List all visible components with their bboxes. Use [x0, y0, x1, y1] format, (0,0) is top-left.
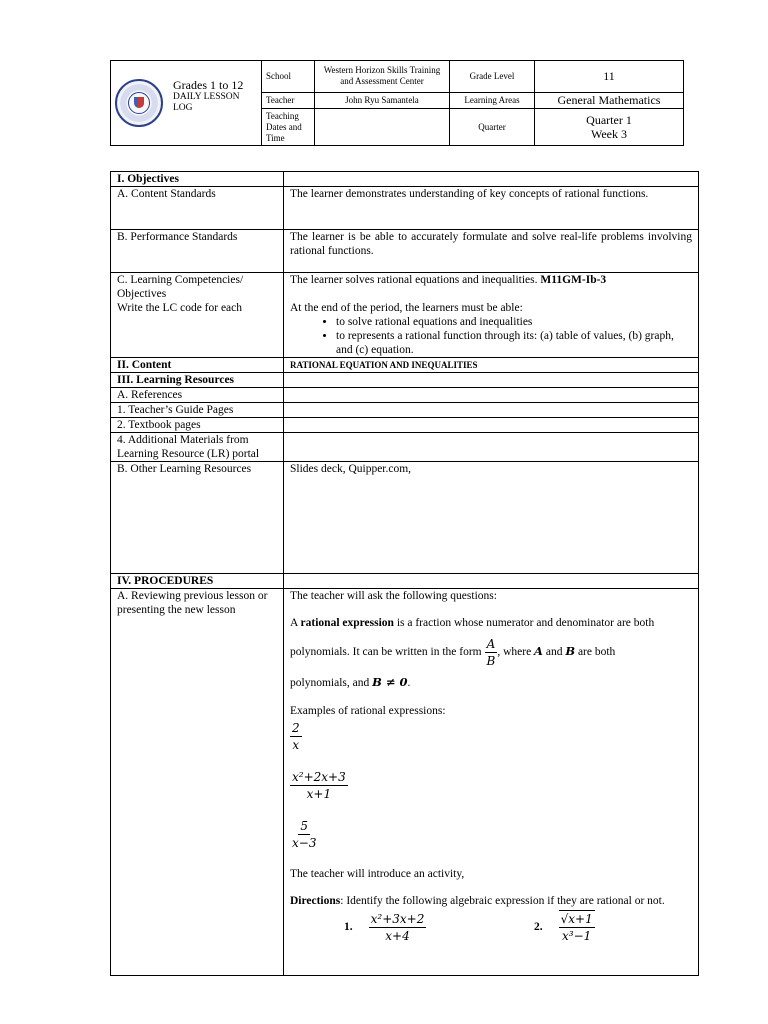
quarter-value-quarter: Quarter 1 [586, 113, 632, 128]
definition-text: , where [497, 646, 535, 659]
school-value: Western Horizon Skills Training and Assessment Center [315, 61, 450, 93]
example-fraction-2 [290, 769, 348, 802]
activity-numerator: √x+1 [560, 912, 593, 926]
deped-seal-icon [115, 79, 163, 127]
guide-pages-label: 1. Teacher’s Guide Pages [111, 403, 284, 418]
textbook-pages-label: 2. Textbook pages [111, 418, 284, 433]
example-denominator: x+1 [306, 787, 332, 801]
activity-fraction-2 [559, 910, 595, 944]
variable-b: B [565, 644, 576, 659]
definition-text: and [542, 646, 566, 659]
activity-denominator: x³−1 [562, 929, 592, 943]
objectives-heading: I. Objectives [111, 172, 284, 187]
example-denominator: x−3 [292, 836, 317, 850]
references-blank [284, 388, 699, 403]
content-value: RATIONAL EQUATION AND INEQUALITIES [284, 358, 699, 373]
definition-text: polynomials. It can be written in the form [290, 646, 485, 659]
textbook-pages-blank [284, 418, 699, 433]
activity-numerator: x²+3x+2 [370, 911, 425, 926]
learning-areas-label: Learning Areas [450, 92, 535, 108]
competencies-cell [284, 273, 699, 358]
guide-pages-blank [284, 403, 699, 418]
competencies-code: M11GM-Ib-3 [540, 274, 607, 286]
form-numerator: A [486, 637, 496, 651]
example-numerator: 2 [292, 721, 300, 735]
dates-label: Teaching Dates and Time [262, 109, 315, 146]
school-label: School [262, 61, 315, 93]
definition-text: is a fraction whose numerator and denominator are both [393, 617, 655, 629]
header-title: Grades 1 to 12 [173, 78, 244, 92]
definition-text: are both [575, 646, 616, 659]
objective-bullet: • to solve rational equations and inequalities [336, 315, 692, 329]
examples-label: Examples of rational expressions: [290, 705, 446, 717]
procedures-heading-blank [284, 574, 699, 589]
teacher-label: Teacher [262, 92, 315, 108]
header-table [110, 60, 684, 146]
additional-materials-label: 4. Additional Materials from Learning Resource (LR) portal [111, 433, 284, 462]
example-numerator: x²+2x+3 [292, 770, 346, 784]
review-cell: The teacher will ask the following questions: A rational expression is a fraction whose numerator and denominator are both polynomials. It can be written in the form $\frac{A}{B}$ , where A and B are both polynomials, and B ≠ 0. Examples of rational expressions: $\frac{2}{x}$ $\frac{\text{x²+2x+3}}{x+1}$ $\frac{5}{x-3}$ The teacher will introduce an activity, Directions: Identify the following algebraic expression if they are rational or not. 1. $\frac{\text{x²+3x+2}}{x+4}$ 2. $\frac{√x+1}{\text{x³−1}}$ [284, 589, 699, 976]
learning-areas-value: General Mathematics [535, 92, 684, 108]
directions-text: : Identify the following algebraic expression if they are rational or not. [340, 895, 665, 907]
header-subtitle: DAILY LESSON LOG [173, 92, 240, 113]
content-standards-label: A. Content Standards [111, 187, 284, 230]
references-label: A. References [111, 388, 284, 403]
activity-item-1 [344, 910, 534, 944]
procedures-intro: The teacher will ask the following questions: [290, 590, 497, 602]
grade-level-label: Grade Level [450, 61, 535, 93]
quarter-value [535, 109, 684, 146]
example-denominator: x [292, 738, 300, 752]
review-label: A. Reviewing previous lesson or presenting the new lesson [111, 589, 284, 976]
activity-denominator: x+4 [385, 928, 410, 943]
teacher-value: John Ryu Samantela [315, 92, 450, 108]
example-numerator: 5 [300, 819, 309, 833]
example-fraction-3 [290, 818, 318, 851]
procedures-heading: IV. PROCEDURES [111, 574, 284, 589]
definition-term: rational expression [300, 617, 394, 629]
grade-level-value: 11 [535, 61, 684, 93]
definition-text: polynomials, and [290, 677, 373, 689]
resources-heading: III. Learning Resources [111, 373, 284, 388]
form-denominator: B [486, 654, 496, 668]
example-fraction-1 [290, 720, 302, 753]
definition-text: A [290, 617, 301, 629]
header-logo-cell [111, 61, 262, 146]
dates-value [315, 109, 450, 146]
other-resources-value: Slides deck, Quipper.com, [284, 462, 699, 574]
activity-text: The teacher will introduce an activity, [290, 868, 465, 880]
content-heading: II. Content [111, 358, 284, 373]
lesson-log-table [110, 171, 699, 976]
variable-a: A [534, 644, 543, 659]
competencies-label-1: C. Learning Competencies/ Objectives [117, 274, 244, 300]
resources-heading-blank [284, 373, 699, 388]
form-fraction [485, 636, 498, 669]
objectives-bullet-list [290, 315, 692, 357]
performance-standards-text: The learner is be able to accurately formulate and solve real-life problems involving rational functions. [284, 230, 699, 273]
activity-item-number: 1. [344, 921, 353, 933]
quarter-label: Quarter [450, 109, 535, 146]
activity-item-2 [534, 910, 595, 944]
quarter-value-week: Week 3 [590, 127, 628, 142]
other-resources-label: B. Other Learning Resources [111, 462, 284, 574]
b-not-zero: B ≠ 0 [372, 675, 408, 689]
activity-fraction-1 [369, 911, 427, 944]
competencies-label-2: Write the LC code for each [117, 302, 243, 314]
additional-materials-blank [284, 433, 699, 462]
competencies-text: The learner solves rational equations and inequalities. [290, 274, 538, 286]
directions-label: Directions [290, 895, 341, 907]
competencies-label [111, 273, 284, 358]
activity-item-number: 2. [534, 921, 543, 933]
objectives-heading-blank [284, 172, 699, 187]
content-standards-text: The learner demonstrates understanding of key concepts of rational functions. [284, 187, 699, 230]
performance-standards-label: B. Performance Standards [111, 230, 284, 273]
end-of-period-text: At the end of the period, the learners must be able: [290, 302, 523, 314]
objective-bullet: • to represents a rational function through its: (a) table of values, (b) graph, and (c) equation. [336, 329, 692, 357]
